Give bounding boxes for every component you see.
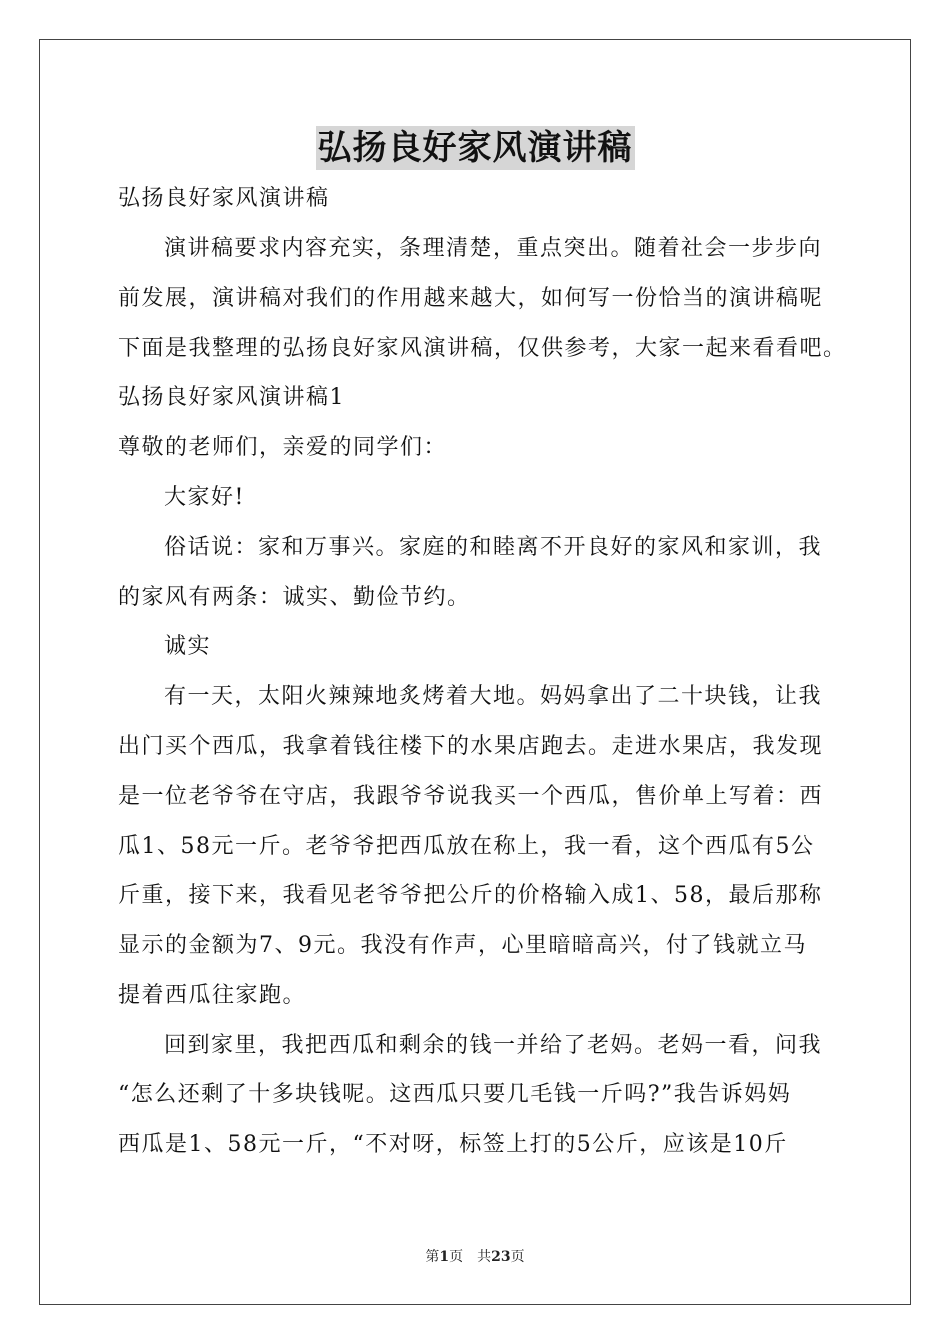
greeting-line: 大家好! [164,485,245,510]
page-border [39,39,911,1305]
page-suffix: 页 [510,1249,525,1265]
paragraph-line: 提着西瓜往家跑。 [118,983,307,1008]
document-title: 弘扬良好家风演讲稿 [317,128,633,168]
page-current: 1 [439,1249,450,1265]
paragraph-line: 回到家里，我把西瓜和剩余的钱一并给了老妈。老妈一看，问我 [164,1033,823,1058]
paragraph-line: 是一位老爷爷在守店，我跟爷爷说我买一个西瓜，售价单上写着：西 [118,784,824,809]
paragraph-line: 有一天，太阳火辣辣地炙烤着大地。妈妈拿出了二十块钱，让我 [164,684,823,709]
paragraph-line: 俗话说：家和万事兴。家庭的和睦离不开良好的家风和家训，我 [164,535,823,560]
page-footer [0,1247,950,1267]
salutation-line: 尊敬的老师们，亲爱的同学们： [118,435,448,460]
paragraph-line: 下面是我整理的弘扬良好家风演讲稿，仅供参考，大家一起来看看吧。 [118,336,847,361]
paragraph-line: 出门买个西瓜，我拿着钱往楼下的水果店跑去。走进水果店，我发现 [118,734,824,759]
paragraph-line: 演讲稿要求内容充实，条理清楚，重点突出。随着社会一步步向 [164,236,823,261]
section-heading: 弘扬良好家风演讲稿 [118,186,330,211]
page-total: 23 [491,1249,511,1265]
section-heading: 弘扬良好家风演讲稿1 [118,385,345,410]
title-container [0,126,950,170]
paragraph-line: 西瓜是1、58元一斤，“不对呀，标签上打的5公斤，应该是10斤 [118,1132,788,1157]
paragraph-line: “怎么还剩了十多块钱呢。这西瓜只要几毛钱一斤吗?”我告诉妈妈 [118,1082,792,1107]
paragraph-line: 斤重，接下来，我看见老爷爷把公斤的价格输入成1、58，最后那称 [118,883,823,908]
paragraph-line: 显示的金额为7、9元。我没有作声，心里暗暗高兴，付了钱就立马 [118,933,807,958]
paragraph-line: 的家风有两条：诚实、勤俭节约。 [118,585,471,610]
page-prefix: 第 [425,1249,440,1265]
paragraph-line: 瓜1、58元一斤。老爷爷把西瓜放在称上，我一看，这个西瓜有5公 [118,834,815,859]
subheading-line: 诚实 [164,634,212,659]
page-mid: 页 共 [449,1249,492,1265]
paragraph-line: 前发展，演讲稿对我们的作用越来越大，如何写一份恰当的演讲稿呢 [118,286,824,311]
